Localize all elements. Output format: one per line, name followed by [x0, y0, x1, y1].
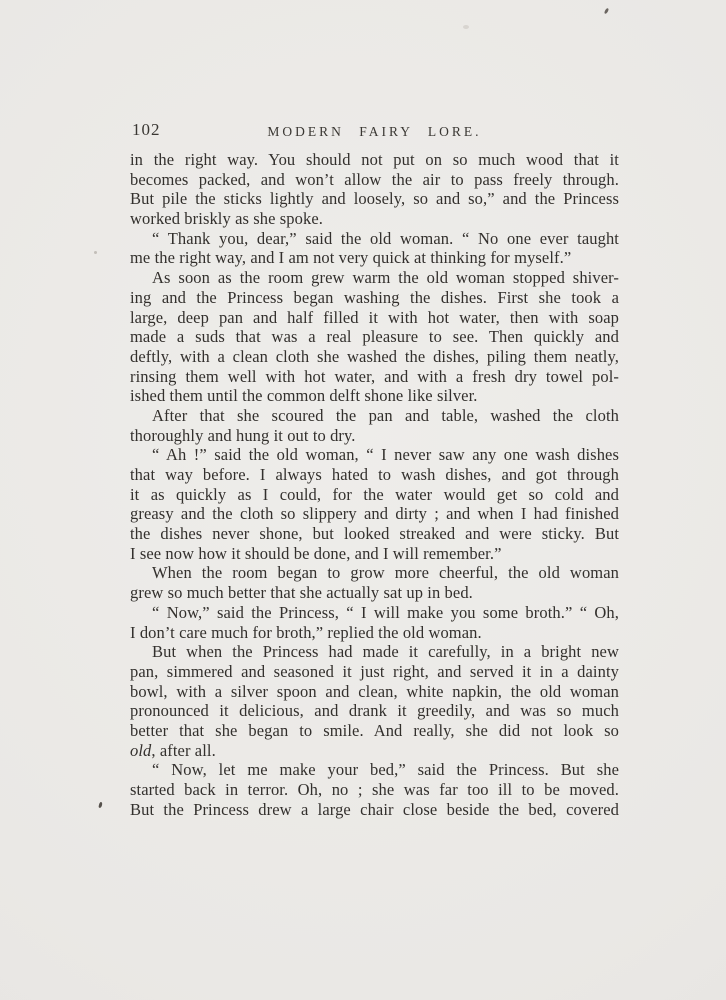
- text-line: As soon as the room grew warm the old woman stopped shiver-: [152, 268, 619, 288]
- text-line: “ Now, let me make your bed,” said the Princess. But she: [152, 760, 619, 780]
- text-line: it as quickly as I could, for the water would get so cold and: [130, 484, 619, 504]
- text-line: that way before. I always hated to wash dishes, and got through: [130, 465, 619, 484]
- text-line: I see now how it should be done, and I will remember.”: [130, 543, 502, 563]
- text-line: After that she scoured the pan and table, washed the cloth: [152, 405, 619, 425]
- text-line: ing and the Princess began washing the dishes. First she took a: [130, 287, 619, 307]
- text-line: me the right way, and I am not very quick at thinking for myself.”: [130, 248, 572, 268]
- text-line: worked briskly as she spoke.: [130, 209, 323, 229]
- text-line: pronounced it delicious, and drank it greedily, and was so much: [130, 701, 619, 721]
- text-line: made a suds that was a real pleasure to see. Then quickly and: [130, 327, 619, 347]
- running-title: MODERN FAIRY LORE.: [267, 124, 482, 139]
- text-line: pan, simmered and seasoned it just right, and served it in a dainty: [130, 661, 619, 681]
- text-line: When the room began to grow more cheerful, the old woman: [152, 563, 619, 583]
- text-line: “ Thank you, dear,” said the old woman. “ No one ever taught: [152, 228, 619, 248]
- scan-speck: [604, 8, 609, 15]
- page-number: 102: [132, 120, 161, 139]
- text-line: becomes packed, and won’t allow the air to pass freely through.: [130, 169, 619, 189]
- scan-speck: [94, 251, 97, 254]
- text-line: thoroughly and hung it out to dry.: [130, 425, 356, 445]
- text-line: bowl, with a silver spoon and clean, white napkin, the old woman: [130, 681, 619, 701]
- text-line: But the Princess drew a large chair close beside the bed, covered: [130, 799, 619, 819]
- text-line: But when the Princess had made it carefully, in a bright new: [152, 642, 619, 662]
- text-line: old, after all.: [130, 740, 216, 760]
- text-line: rinsing them well with hot water, and with a fresh dry towel pol-: [130, 366, 619, 386]
- text-block: [130, 150, 619, 819]
- text-line: I don’t care much for broth,” replied the old woman.: [130, 622, 482, 642]
- text-line: deftly, with a clean cloth she washed the dishes, piling them neatly,: [130, 346, 619, 366]
- text-line: started back in terror. Oh, no ; she was far too ill to be moved.: [130, 780, 619, 799]
- text-line: “ Ah !” said the old woman, “ I never saw any one wash dishes: [152, 445, 619, 465]
- scan-speck: [463, 25, 469, 29]
- text-line: in the right way. You should not put on so much wood that it: [130, 150, 619, 169]
- page-header: [130, 120, 619, 142]
- text-line: greasy and the cloth so slippery and dirty ; and when I had finished: [130, 504, 619, 524]
- text-line: better that she began to smile. And really, she did not look so: [130, 720, 619, 740]
- text-line: ished them until the common delft shone like silver.: [130, 386, 478, 406]
- scan-speck: [98, 802, 102, 809]
- text-line: grew so much better that she actually sat up in bed.: [130, 583, 473, 603]
- text-line: But pile the sticks lightly and loosely, so and so,” and the Princess: [130, 189, 619, 209]
- text-line: the dishes never shone, but looked streaked and were sticky. But: [130, 524, 619, 544]
- text-line: “ Now,” said the Princess, “ I will make you some broth.” “ Oh,: [152, 602, 619, 622]
- text-line: large, deep pan and half filled it with hot water, then with soap: [130, 307, 619, 327]
